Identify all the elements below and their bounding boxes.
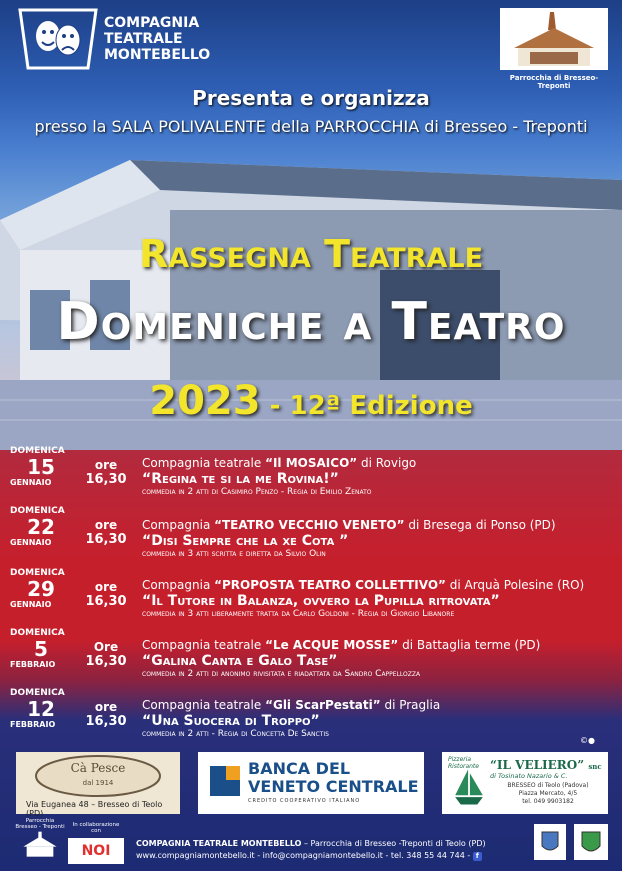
company-name-line3: MONTEBELLO — [104, 47, 211, 63]
event-1 — [0, 446, 622, 506]
company-origin: di Battaglia terme (PD) — [398, 638, 541, 652]
event-day: 29 — [27, 577, 55, 601]
main-title: Domeniche a Teatro — [56, 292, 566, 352]
event-hour: 16,30 — [85, 594, 127, 609]
event-play-title: “Regina te si la me Rovina!” — [142, 471, 339, 487]
event-company — [142, 698, 440, 712]
sponsor-pesce — [16, 752, 180, 818]
event-time — [84, 518, 128, 547]
event-month: GENNAIO — [10, 478, 52, 487]
event-company — [142, 518, 556, 532]
footer-contact — [136, 838, 486, 862]
pizza-type: Pizzeria Ristorante — [448, 756, 479, 770]
pizza-phone: tel. 049 9903182 — [522, 798, 574, 805]
company-logo — [18, 8, 210, 70]
company-prefix: Compagnia teatrale — [142, 456, 266, 470]
company-prefix: Compagnia — [142, 518, 215, 532]
event-date — [10, 446, 72, 487]
event-play-title: “Il Tutore in Balanza, ovvero la Pupilla ritrovata” — [142, 593, 500, 609]
event-ore: Ore — [93, 640, 119, 654]
company-name: “TEATRO VECCHIO VENETO” — [214, 518, 405, 532]
pesce-name: Cà Pesce — [70, 761, 126, 775]
event-day: 12 — [27, 697, 55, 721]
event-description: commedia in 2 atti di Casimiro Penzo - Regia di Emilio Zenato — [142, 487, 372, 497]
company-name-line2: TEATRALE — [104, 31, 183, 47]
pizza-name: “IL VELIERO” — [490, 758, 585, 772]
event-date — [10, 688, 72, 729]
event-info — [142, 452, 612, 497]
company-prefix: Compagnia teatrale — [142, 638, 266, 652]
event-time — [84, 700, 128, 729]
parish-small-logo — [14, 818, 66, 862]
event-ore: ore — [94, 700, 118, 714]
footer-contacts: www.compagniamontebello.it - info@compagniamontebello.it - tel. 348 55 44 744 - — [136, 851, 471, 860]
location-line: presso la SALA POLIVALENTE della PARROCCHIA di Bresseo - Treponti — [34, 117, 588, 136]
footer-parish: – Parrocchia di Bresseo -Treponti di Teolo (PD) — [301, 839, 486, 848]
pesce-year: dal 1914 — [82, 779, 114, 787]
event-weekday: DOMENICA — [10, 568, 65, 578]
ship-icon — [446, 764, 492, 810]
event-company — [142, 578, 584, 592]
event-date — [10, 628, 72, 669]
event-month: GENNAIO — [10, 538, 52, 547]
company-origin: di Praglia — [380, 698, 441, 712]
event-time — [84, 580, 128, 609]
bank-line2: VENETO CENTRALE — [248, 777, 419, 796]
noi-logo — [68, 822, 124, 864]
event-date — [10, 506, 72, 547]
event-info — [142, 514, 612, 559]
event-hour: 16,30 — [85, 472, 127, 487]
event-weekday: DOMENICA — [10, 628, 65, 638]
company-name: “PROPOSTA TEATRO COLLETTIVO” — [214, 578, 446, 592]
pesce-emblem-icon — [16, 752, 180, 798]
pizza-city: BRESSEO di Teolo (Padova) — [507, 782, 589, 789]
company-name-line1: COMPAGNIA — [104, 15, 200, 31]
sponsor-veliero — [442, 752, 608, 814]
event-4 — [0, 628, 622, 688]
sponsor-bank — [198, 752, 424, 814]
bank-logo-icon — [210, 766, 240, 796]
event-description: commedia in 2 atti di anonimo rivisitata e riadattata da Sandro Cappellozza — [142, 669, 421, 679]
presents-heading: Presenta e organizza — [192, 86, 430, 110]
event-company — [142, 638, 540, 652]
event-date — [10, 568, 72, 609]
event-2 — [0, 506, 622, 566]
event-play-title: “Disi Sempre che la xe Cota ” — [142, 533, 349, 549]
event-day: 22 — [27, 515, 55, 539]
event-play-title: “Una Suocera di Troppo” — [142, 713, 320, 729]
pesce-address: Via Euganea 48 – Bresseo di Teolo (PD) — [26, 800, 163, 818]
pizza-address: Piazza Mercato, 4/5 — [518, 790, 578, 797]
event-weekday: DOMENICA — [10, 688, 65, 698]
company-origin: di Arquà Polesine (RO) — [445, 578, 585, 592]
event-hour: 16,30 — [85, 654, 127, 669]
event-time — [84, 640, 128, 669]
municipality-crest-1-icon — [534, 824, 566, 860]
parish-small-1: Parrocchia — [25, 818, 55, 824]
edition-title — [0, 378, 622, 424]
church-small-icon — [17, 830, 63, 860]
company-prefix: Compagnia — [142, 578, 215, 592]
event-hour: 16,30 — [85, 714, 127, 729]
pizza-owner: di Tosinato Nazario & C. — [490, 772, 568, 780]
event-info — [142, 694, 612, 739]
parish-logo — [500, 8, 608, 90]
event-description: commedia in 2 atti - Regia di Concetta De Sanctis — [142, 729, 329, 739]
company-origin: di Rovigo — [357, 456, 417, 470]
event-5 — [0, 688, 622, 748]
pizza-suffix: snc — [588, 762, 602, 771]
event-weekday: DOMENICA — [10, 506, 65, 516]
footer-company: COMPAGNIA TEATRALE MONTEBELLO — [136, 839, 302, 848]
event-month: FEBBRAIO — [10, 660, 56, 669]
parish-caption: Parrocchia di Bresseo-Treponti — [509, 74, 599, 90]
event-description: commedia in 3 atti scritta e diretta da Silvio Olin — [142, 549, 326, 559]
event-ore: ore — [94, 580, 118, 594]
parish-small-2: Bresseo - Treponti — [15, 824, 65, 830]
church-icon — [500, 8, 608, 70]
event-month: GENNAIO — [10, 600, 52, 609]
edition: - 12ª Edizione — [260, 391, 473, 421]
event-month: FEBBRAIO — [10, 720, 56, 729]
company-name: “Il MOSAICO” — [265, 456, 358, 470]
event-day: 5 — [34, 637, 48, 661]
event-day: 15 — [27, 455, 55, 479]
event-ore: ore — [94, 458, 118, 472]
event-weekday: DOMENICA — [10, 446, 65, 456]
event-3 — [0, 568, 622, 628]
event-time — [84, 458, 128, 487]
company-name: “Le ACQUE MOSSE” — [265, 638, 399, 652]
bank-line1: BANCA DEL — [248, 759, 351, 778]
theatre-masks-icon — [18, 8, 98, 70]
facebook-icon[interactable]: f — [473, 852, 482, 861]
bank-line3: CREDITO COOPERATIVO ITALIANO — [248, 798, 361, 804]
company-prefix: Compagnia teatrale — [142, 698, 266, 712]
municipality-crest-2-icon — [574, 824, 608, 860]
event-info — [142, 634, 612, 679]
collab-text: In collaborazione con — [72, 822, 120, 834]
company-origin: di Bresega di Ponso (PD) — [404, 518, 556, 532]
event-hour: 16,30 — [85, 532, 127, 547]
event-company — [142, 456, 416, 470]
year: 2023 — [149, 378, 261, 424]
rassegna-title: Rassegna Teatrale — [138, 232, 484, 276]
company-name: “Gli ScarPestati” — [265, 698, 381, 712]
event-description: commedia in 3 atti liberamente tratta da Carlo Goldoni - Regia di Giorgio Libanore — [142, 609, 455, 619]
copyright-icon: ©● — [580, 736, 595, 745]
event-play-title: “Galina Canta e Galo Tase” — [142, 653, 338, 669]
event-ore: ore — [94, 518, 118, 532]
event-info — [142, 574, 612, 619]
noi-text: NOI — [68, 838, 124, 864]
